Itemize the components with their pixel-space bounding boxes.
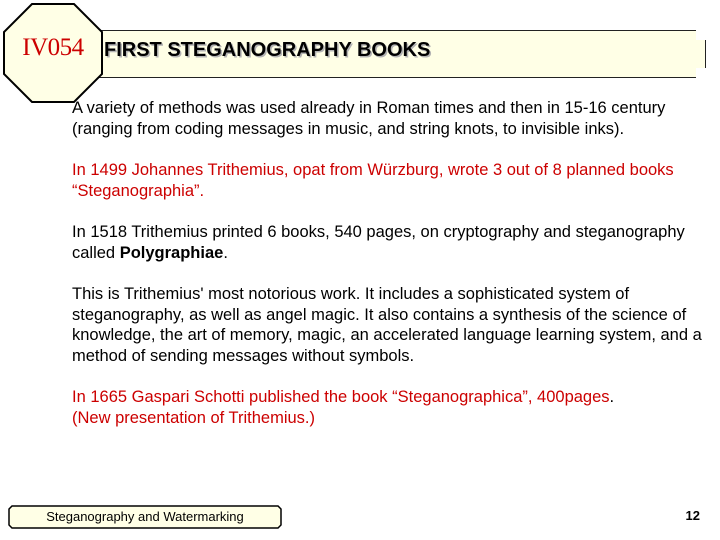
slide-body: [72, 98, 702, 449]
paragraph-trithemius-1499: In 1499 Johannes Trithemius, opat from Würzburg, wrote 3 out of 8 planned books “Steganographia”.: [72, 161, 674, 200]
schotti-line-2: (New presentation of Trithemius.): [72, 408, 316, 427]
schotti-period: .: [609, 388, 615, 406]
schotti-line-1: In 1665 Gaspari Schotti published the book “Steganographica”, 400pages: [72, 388, 610, 406]
paragraph-polygraphiae-end: .: [223, 243, 228, 262]
paragraph-roman-methods: A variety of methods was used already in Roman times and then in 15-16 century (ranging from coding messages in music, and string knots, to invisible inks).: [72, 99, 666, 138]
polygraphiae-title: Polygraphiae: [119, 243, 224, 262]
paragraph-polygraphiae-text: In 1518 Trithemius printed 6 books, 540 pages, on cryptography and steganography called: [72, 223, 685, 262]
footer-label: Steganography and Watermarking: [46, 509, 244, 524]
paragraph-schotti-1665: [72, 387, 702, 428]
paragraph-polygraphiae: [72, 222, 702, 263]
page-number: 12: [685, 508, 700, 523]
slide-title: FIRST STEGANOGRAPHY BOOKS: [104, 39, 431, 61]
paragraph-notorious-work: This is Trithemius' most notorious work. It includes a sophisticated system of steganography, as well as angel magic. It also contains a synthesis of the science of knowledge, the art of memory, magic, an accelerated language learning system, and a method of sending messages without symbols.: [72, 285, 702, 365]
slide-id: IV054: [22, 34, 84, 61]
